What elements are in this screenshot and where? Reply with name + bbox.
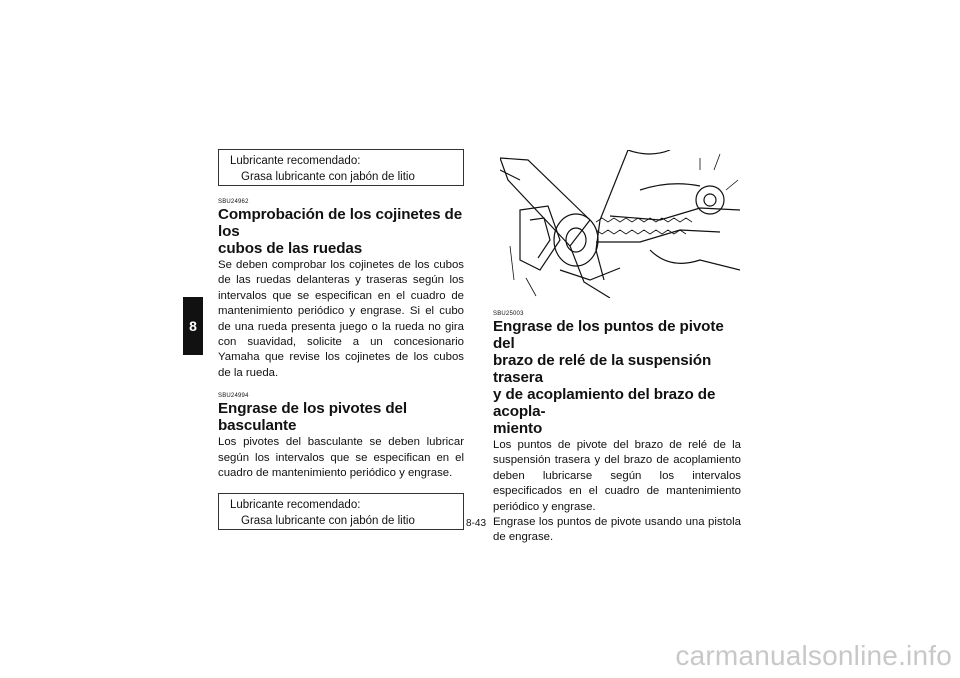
suspension-illustration	[500, 150, 740, 298]
section-body: Se deben comprobar los cojinetes de los cubos de las ruedas delanteras y traseras según los intervalos que se especifican en el cuadro de mantenimiento periódico y engrase. Si el cubo de una rueda presenta juego o la rueda no gira con suavidad, solicite a un concesionario Yamaha que revise los cojinetes de los cubos de la rueda.	[218, 259, 464, 379]
section-title-swingarm-pivots: Engrase de los pivotes del basculante	[218, 400, 407, 435]
section-body: Engrase los puntos de pivote usando una pistola de engrase.	[493, 516, 741, 544]
title-line: Comprobación de los cojinetes de los	[218, 206, 463, 240]
title-line: Engrase de los puntos de pivote del	[493, 318, 724, 352]
section-code: SBU25003	[493, 311, 524, 317]
lubricant-box-2	[218, 493, 464, 530]
lubricant-label: Lubricante recomendado:	[230, 499, 361, 512]
chapter-tab: 8	[183, 297, 203, 355]
lubricant-value: Grasa lubricante con jabón de litio	[241, 171, 415, 183]
left-column	[218, 149, 464, 530]
section-title-relay-arm-pivots	[493, 318, 741, 437]
title-line: y de acoplamiento del brazo de acopla-	[493, 386, 716, 420]
lubricant-box-1	[218, 149, 464, 186]
title-line: cubos de las ruedas	[218, 240, 363, 257]
title-line: miento	[493, 420, 543, 437]
watermark: carmanualsonline.info	[675, 640, 952, 671]
section-code: SBU24962	[218, 199, 249, 205]
page-number: 8-43	[466, 518, 487, 529]
section-code: SBU24994	[218, 393, 249, 400]
lubricant-label: Lubricante recomendado:	[230, 155, 361, 167]
section-title-wheel-bearings	[218, 206, 464, 257]
lubricant-value: Grasa lubricante con jabón de litio	[241, 515, 415, 528]
section-body: Los puntos de pivote del brazo de relé de la suspensión trasera y del brazo de acoplamiento deben lubricarse según los intervalos especificados en el cuadro de mantenimiento periódico y engrase.	[493, 439, 741, 513]
right-column	[493, 310, 741, 546]
title-line: brazo de relé de la suspensión trasera	[493, 352, 712, 386]
section-body: Los pivotes del basculante se deben lubricar según los intervalos que se especifican en el cuadro de mantenimiento periódico y engrase.	[218, 436, 464, 480]
